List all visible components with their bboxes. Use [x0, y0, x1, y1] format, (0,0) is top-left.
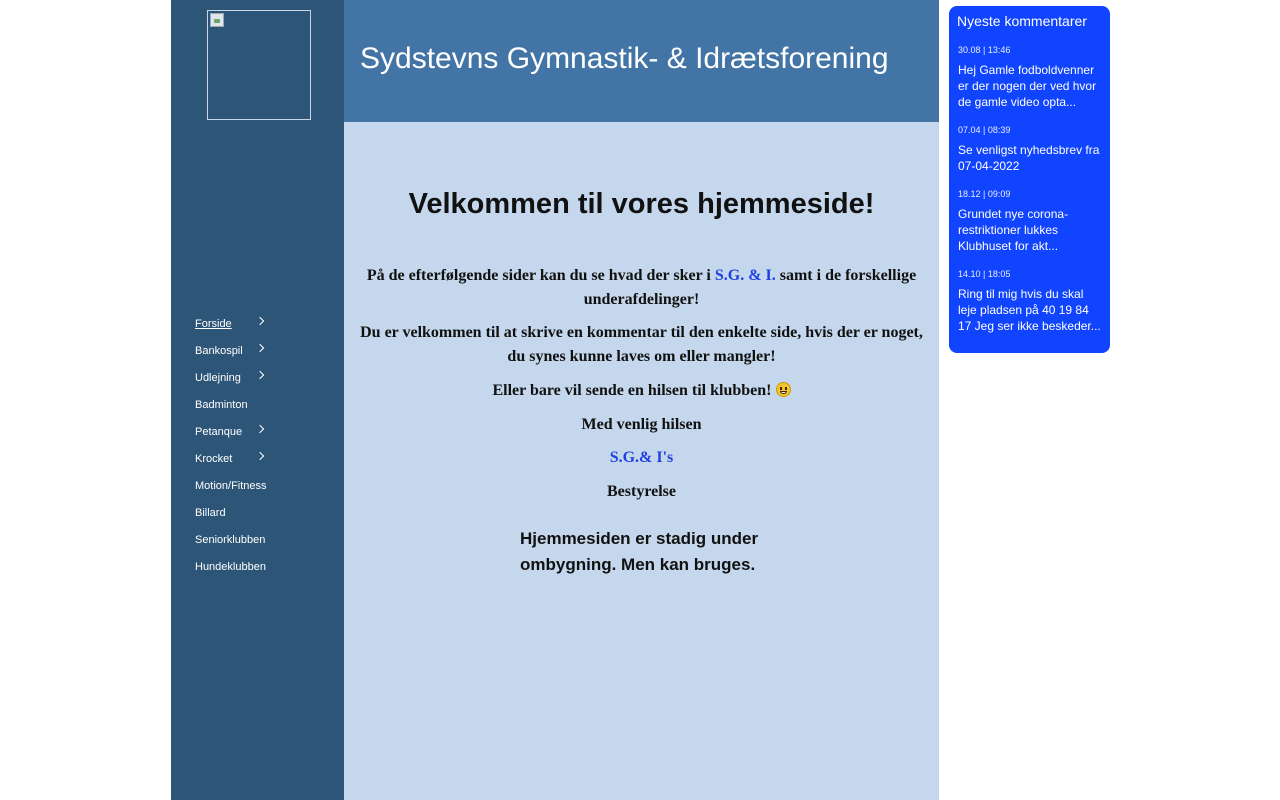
nav-link-udlejning[interactable]: Udlejning	[195, 372, 241, 384]
construction-note: Hjemmesiden er stadig under ombygning. Men kan bruges.	[520, 529, 759, 574]
nav-link-billard[interactable]: Billard	[195, 507, 226, 519]
smiley-icon	[776, 382, 791, 397]
comment-text[interactable]: Se venligst nyhedsbrev fra 07-04-2022	[958, 143, 1100, 173]
nav-item-motion-fitness[interactable]	[171, 472, 344, 499]
nav-link-bankospil[interactable]: Bankospil	[195, 345, 243, 357]
sidebar	[171, 0, 344, 800]
comment-item[interactable]	[958, 268, 1104, 334]
greeting-paragraph	[356, 379, 927, 403]
nav-item-bankospil[interactable]	[171, 337, 344, 364]
main-nav	[171, 310, 344, 580]
nav-link-seniorklubben[interactable]: Seniorklubben	[195, 534, 266, 546]
site-logo[interactable]	[207, 10, 311, 120]
site-title[interactable]: Sydstevns Gymnastik- & Idrætsforening	[360, 42, 889, 75]
chevron-right-icon[interactable]	[256, 452, 264, 460]
comment-item[interactable]	[958, 124, 1104, 174]
nav-item-forside[interactable]	[171, 310, 344, 337]
comment-date: 30.08 | 13:46	[958, 45, 1011, 55]
nav-link-forside[interactable]: Forside	[195, 318, 232, 330]
comment-item[interactable]	[958, 188, 1104, 254]
nav-item-seniorklubben[interactable]	[171, 526, 344, 553]
chevron-right-icon[interactable]	[256, 425, 264, 433]
nav-link-motion-fitness[interactable]: Motion/Fitness	[195, 480, 267, 492]
chevron-right-icon[interactable]	[256, 317, 264, 325]
intro-text-start: På de efterfølgende sider kan du se hvad der sker i	[366, 267, 715, 284]
intro-text-end: samt i de forskellige underafdelinger!	[583, 267, 917, 308]
nav-item-krocket[interactable]	[171, 445, 344, 472]
nav-item-badminton[interactable]	[171, 391, 344, 418]
regards-text: Med venlig hilsen	[581, 416, 702, 433]
comment-item[interactable]	[958, 44, 1104, 110]
comment-text[interactable]: Ring til mig hvis du skal leje pladsen på 40 19 84 17 Jeg ser ikke beskeder...	[958, 287, 1101, 333]
page-heading: Velkommen til vores hjemmeside!	[408, 188, 875, 220]
nav-item-hundeklubben[interactable]	[171, 553, 344, 580]
site-header	[344, 0, 939, 122]
broken-image-icon	[210, 13, 224, 27]
comment-date: 14.10 | 18:05	[958, 269, 1011, 279]
comment-text[interactable]: Grundet nye corona-restriktioner lukkes Klubhuset for akt...	[958, 207, 1069, 253]
comment-text[interactable]: Hej Gamle fodboldvenner er der nogen der ved hvor de gamle video opta...	[958, 63, 1097, 109]
nav-item-billard[interactable]	[171, 499, 344, 526]
chevron-right-icon[interactable]	[256, 344, 264, 352]
comments-title: Nyeste kommentarer	[957, 13, 1087, 29]
comment-date: 07.04 | 08:39	[958, 125, 1011, 135]
latest-comments-widget	[949, 6, 1110, 353]
club-name-highlight: S.G. & I.	[714, 267, 776, 284]
greeting-text: Eller bare vil sende en hilsen til klubben!	[492, 382, 772, 399]
nav-link-badminton[interactable]: Badminton	[195, 399, 248, 411]
comments-list	[951, 34, 1108, 344]
main-content	[344, 122, 939, 800]
nav-link-petanque[interactable]: Petanque	[195, 426, 243, 438]
intro-paragraph	[356, 264, 927, 312]
signature-club-name: S.G.& I's	[609, 449, 674, 466]
comment-invite-paragraph: Du er velkommen til at skrive en kommentar til den enkelte side, hvis der er noget, du synes kunne laves om eller mangler!	[360, 324, 923, 365]
nav-item-petanque[interactable]	[171, 418, 344, 445]
comment-date: 18.12 | 09:09	[958, 189, 1011, 199]
nav-link-hundeklubben[interactable]: Hundeklubben	[195, 561, 266, 573]
signature-club	[356, 446, 927, 470]
nav-item-udlejning[interactable]	[171, 364, 344, 391]
nav-link-krocket[interactable]: Krocket	[195, 453, 233, 465]
signature-board: Bestyrelse	[606, 483, 676, 500]
chevron-right-icon[interactable]	[256, 371, 264, 379]
